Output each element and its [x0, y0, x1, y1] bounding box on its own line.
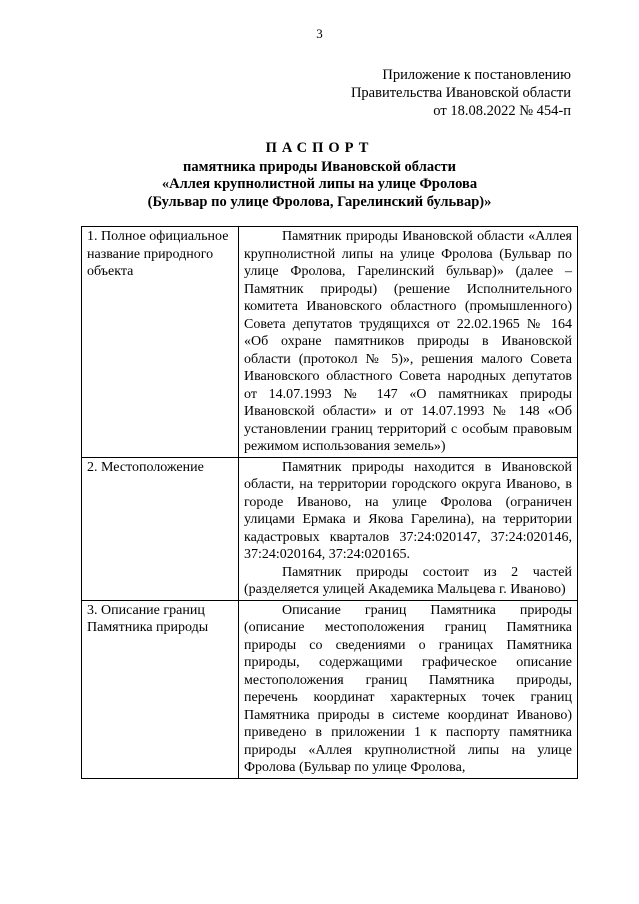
- row-label: 3. Описание границ Памятника природы: [82, 600, 239, 778]
- row-label: 1. Полное официальное название природного объекта: [82, 227, 239, 458]
- title-line-3: (Бульвар по улице Фролова, Гарелинский бульвар)»: [147, 193, 492, 210]
- row-paragraph: Памятник природы находится в Ивановской области, на территории городского округа Иваново, в городе Иваново, на улице Фролова (ограничен улицами Ермака и Якова Гарелина), на территории кадастровых кварталов 37:24:020147, 37:24:020146, 37:24:020164, 37:24:020165.: [244, 459, 572, 562]
- row-paragraph: Памятник природы Ивановской области «Аллея крупнолистной липы на улице Фролова (Бульвар по улице Фролова, Гарелинский бульвар)» (далее – Памятник природы) (решение Исполнительного комитета Ивановского областного (промышленного) Совета депутатов трудящихся от 22.02.1965 № 164 «Об охране памятников природы в Ивановской области (протокол № 5)», решения малого Совета Ивановского областного Совета народных депутатов от 14.07.1993 № 147 «О памятниках природы Ивановской области» и от 14.07.1993 № 148 «Об установлении границ территорий с особым правовым режимом использования земель»): [244, 229, 572, 454]
- appendix-line-1: Приложение к постановлению: [382, 67, 571, 83]
- document-title: [0, 140, 639, 211]
- appendix-line-3: от 18.08.2022 № 454-п: [433, 103, 571, 119]
- table-row: [82, 457, 578, 600]
- table-row: [82, 227, 578, 458]
- title-line-2: «Аллея крупнолистной липы на улице Фролова: [161, 176, 478, 192]
- row-value: [239, 457, 578, 600]
- row-label: 2. Местоположение: [82, 457, 239, 600]
- table-row: [82, 600, 578, 778]
- row-paragraph: Памятник природы состоит из 2 частей (разделяется улицей Академика Мальцева г. Иваново): [244, 564, 572, 597]
- title-heading: ПАСПОРТ: [265, 140, 374, 156]
- row-value: [239, 227, 578, 458]
- page-number: 3: [316, 26, 323, 41]
- row-paragraph: Описание границ Памятника природы (описание местоположения границ Памятника природы со сведениями о границах Памятника природы, содержащими графическое описание местоположения границ Памятника природы, перечень координат характерных точек границ Памятника природы в системе координат Иваново) приведено в приложении 1 к паспорту памятника природы «Аллея крупнолистной липы на улице Фролова (Бульвар по улице Фролова,: [244, 602, 572, 775]
- appendix-reference: [351, 66, 571, 120]
- appendix-line-2: Правительства Ивановской области: [350, 85, 571, 101]
- passport-table: [81, 226, 578, 779]
- row-value: [239, 600, 578, 778]
- title-line-1: памятника природы Ивановской области: [183, 158, 456, 175]
